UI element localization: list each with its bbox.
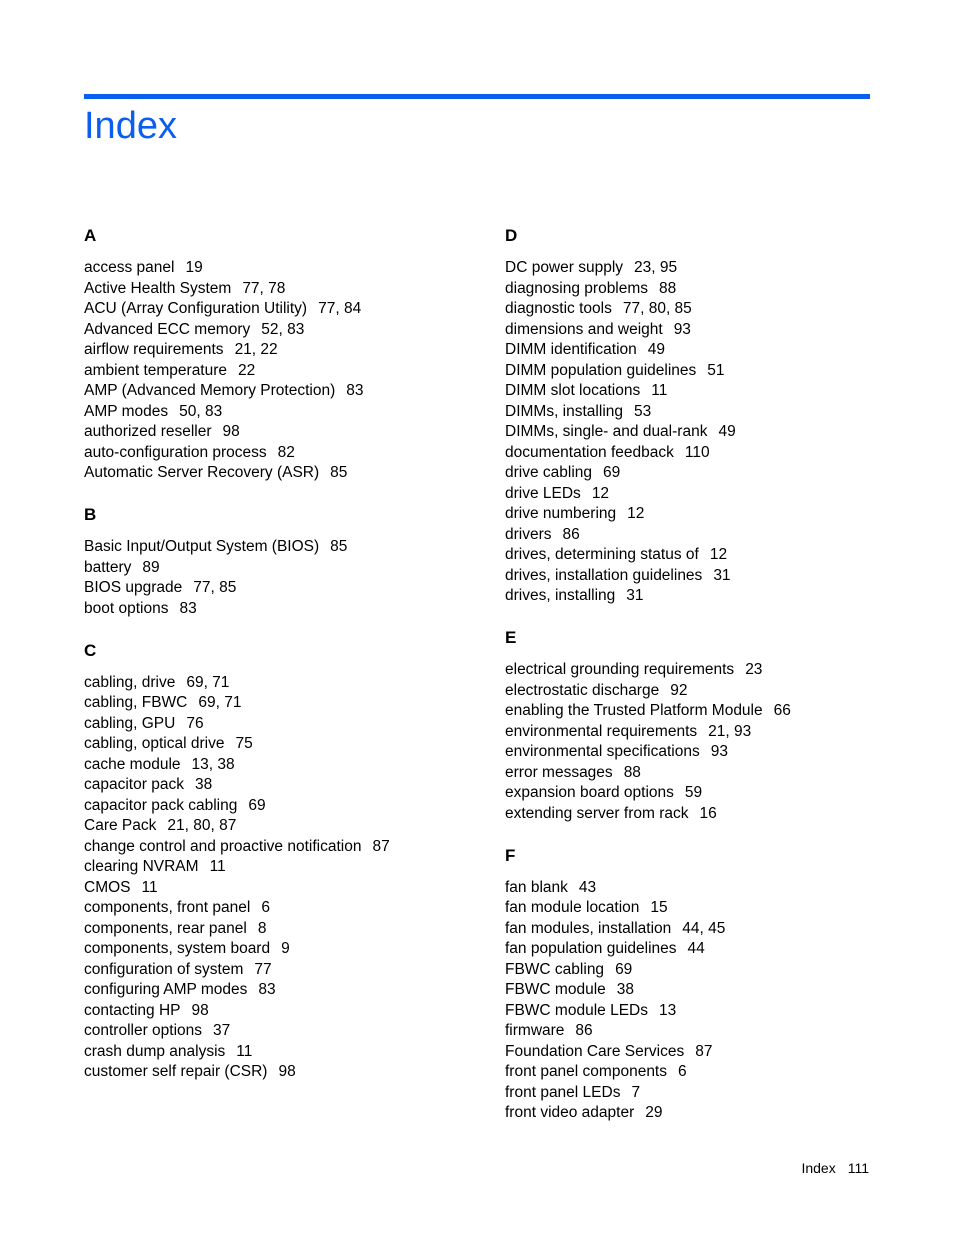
index-pages[interactable]: 11 [141,878,158,896]
index-section [84,639,484,1083]
index-pages[interactable]: 21, 22 [234,341,278,358]
index-term: Advanced ECC memory [84,320,251,338]
index-entry [84,361,484,382]
index-term: cabling, GPU [84,714,176,732]
index-entry [84,693,484,714]
index-entry [505,402,905,423]
index-pages[interactable]: 83 [258,981,276,998]
index-entry [84,578,484,599]
index-term: components, system board [84,940,271,957]
index-term: front panel components [505,1063,667,1080]
index-pages[interactable]: 9 [281,940,290,957]
index-pages[interactable]: 82 [277,443,295,461]
index-term: cabling, FBWC [84,694,188,711]
index-pages[interactable]: 7 [631,1083,641,1101]
index-term: battery [84,558,132,576]
index-term: documentation feedback [505,443,674,461]
index-entry [84,919,484,940]
index-entry [505,258,905,279]
index-entry [84,898,484,919]
page-title: Index [84,105,177,147]
index-term: enabling the Trusted Platform Module [505,702,763,719]
index-section [505,844,905,1124]
index-term: controller options [84,1022,203,1039]
index-entry [505,878,905,899]
index-entry [505,1083,905,1104]
section-letter: E [505,628,517,647]
index-term: cabling, optical drive [84,735,225,752]
index-term: change control and proactive notification [84,837,362,855]
index-entry [84,980,484,1001]
index-term: front panel LEDs [505,1083,621,1101]
index-pages[interactable]: 110 [684,443,710,461]
index-term: configuration of system [84,960,244,978]
index-entry [505,1103,905,1124]
section-letter: B [84,505,97,524]
index-entry [84,402,484,423]
index-column-left [84,224,484,1083]
index-column-right [505,224,905,1124]
index-term: drives, installation guidelines [505,566,703,584]
index-term: expansion board options [505,784,674,801]
index-entry [84,463,484,484]
index-term: components, rear panel [84,919,247,937]
page-footer [801,1158,869,1178]
index-term: components, front panel [84,899,251,916]
index-term: FBWC module LEDs [505,1001,648,1019]
index-section [84,503,484,619]
index-pages[interactable]: 93 [710,743,728,760]
index-pages[interactable]: 50, 83 [179,402,223,420]
index-pages[interactable]: 66 [773,702,791,719]
index-entry [505,660,905,681]
index-pages[interactable]: 59 [684,784,703,801]
index-entry [84,714,484,735]
index-pages[interactable]: 21, 80, 87 [167,817,237,834]
index-entry [84,443,484,464]
index-entry [505,898,905,919]
index-pages[interactable]: 23 [745,661,763,678]
index-pages[interactable]: 98 [191,1001,209,1019]
index-entry [84,755,484,776]
index-pages[interactable]: 8 [257,919,267,937]
index-pages[interactable]: 11 [209,858,226,875]
index-term: extending server from rack [505,804,689,822]
index-term: DIMM population guidelines [505,361,697,379]
index-pages[interactable]: 31 [713,566,731,584]
index-term: capacitor pack [84,776,184,793]
index-entry [505,742,905,763]
index-section [505,224,905,607]
index-pages[interactable]: 13 [658,1001,677,1019]
index-pages[interactable]: 12 [709,546,728,563]
index-term: drive LEDs [505,484,581,502]
section-letter: F [505,845,516,865]
index-pages[interactable]: 6 [678,1063,687,1080]
index-entry [505,566,905,587]
index-term: configuring AMP modes [84,981,248,998]
index-term: clearing NVRAM [84,858,199,875]
index-pages[interactable]: 69 [615,960,633,978]
index-term: fan modules, installation [505,919,672,937]
index-entry [84,422,484,443]
index-term: drivers [505,525,552,543]
index-entry [84,796,484,817]
index-term: DIMM slot locations [505,382,641,399]
index-term: environmental requirements [505,722,698,740]
index-term: DIMMs, single- and dual-rank [505,423,708,440]
index-entry [505,340,905,361]
index-entry [84,1042,484,1063]
index-term: ambient temperature [84,361,228,379]
index-term: authorized reseller [84,423,212,440]
section-gap [84,619,484,639]
index-entry [505,299,905,320]
index-pages[interactable]: 12 [591,484,610,502]
index-entry [505,484,905,505]
index-entry [84,673,484,694]
index-entry [505,279,905,300]
index-pages[interactable]: 52, 83 [261,320,305,338]
index-pages[interactable]: 88 [659,279,677,297]
section-letter: D [505,226,518,245]
index-term: airflow requirements [84,341,224,358]
index-pages[interactable]: 89 [142,558,160,576]
index-term: drives, determining status of [505,546,699,563]
index-term: access panel [84,259,175,276]
index-entry [505,1001,905,1022]
index-entry [84,537,484,558]
index-pages[interactable]: 86 [575,1022,593,1039]
index-entry [505,1062,905,1083]
index-entry [84,878,484,899]
index-entry [84,775,484,796]
index-term: AMP (Advanced Memory Protection) [84,382,336,399]
index-entry [84,857,484,878]
index-entry [84,279,484,300]
index-pages[interactable]: 11 [236,1042,253,1060]
section-gap [505,607,905,627]
index-pages[interactable]: 38 [616,981,635,998]
index-pages[interactable]: 69, 71 [186,673,230,691]
index-entry [505,939,905,960]
index-entry [84,1001,484,1022]
index-pages[interactable]: 51 [707,361,725,379]
index-term: environmental specifications [505,743,700,760]
index-pages[interactable]: 43 [578,878,597,896]
section-gap [505,824,905,844]
index-entry [505,980,905,1001]
index-term: firmware [505,1022,565,1039]
index-term: Basic Input/Output System (BIOS) [84,538,320,555]
index-pages[interactable]: 37 [213,1022,231,1039]
index-entry [505,1042,905,1063]
index-pages[interactable]: 69, 71 [198,694,242,711]
index-entry [84,1021,484,1042]
index-pages[interactable]: 6 [261,899,270,916]
index-entry [505,320,905,341]
index-term: fan population guidelines [505,940,677,957]
index-section [505,626,905,824]
index-pages[interactable]: 83 [346,382,364,399]
index-term: customer self repair (CSR) [84,1063,268,1080]
index-term: Care Pack [84,817,157,834]
index-pages[interactable]: 76 [186,714,204,732]
index-entry [84,939,484,960]
index-entry [505,361,905,382]
index-pages[interactable]: 23, 95 [634,259,678,276]
index-entry [505,919,905,940]
index-term: diagnostic tools [505,300,612,317]
index-term: front video adapter [505,1104,635,1121]
index-term: error messages [505,763,613,781]
index-pages[interactable]: 77, 85 [193,579,237,596]
index-pages[interactable]: 85 [330,538,348,555]
index-pages[interactable]: 77, 78 [242,279,286,297]
index-pages[interactable]: 13, 38 [191,755,235,773]
index-pages[interactable]: 44, 45 [682,919,726,937]
index-pages[interactable]: 19 [185,259,203,276]
index-term: Foundation Care Services [505,1042,685,1060]
index-pages[interactable]: 75 [235,735,253,752]
index-pages[interactable]: 87 [695,1042,713,1060]
index-entry [84,558,484,579]
index-entry [505,701,905,722]
index-entry [84,320,484,341]
title-rule [84,94,870,99]
index-pages[interactable]: 31 [626,587,644,604]
index-entry [505,722,905,743]
index-term: electrostatic discharge [505,681,660,699]
index-term: crash dump analysis [84,1042,226,1060]
index-term: drive cabling [505,464,593,481]
index-pages[interactable]: 83 [179,599,197,617]
index-entry [84,599,484,620]
index-term: drives, installing [505,587,616,604]
index-pages[interactable]: 69 [603,464,621,481]
page-number: 111 [847,1160,869,1176]
index-term: AMP modes [84,402,169,420]
index-pages[interactable]: 92 [670,681,688,699]
index-pages[interactable]: 11 [651,382,668,399]
index-entry [505,545,905,566]
index-term: drive numbering [505,505,617,522]
index-entry [505,681,905,702]
index-term: CMOS [84,878,131,896]
index-entry [84,1062,484,1083]
index-term: Active Health System [84,279,232,297]
index-entry [84,258,484,279]
index-term: DIMMs, installing [505,402,623,420]
index-pages[interactable]: 44 [687,940,705,957]
index-entry [505,422,905,443]
index-entry [505,381,905,402]
index-entry [505,960,905,981]
index-term: DIMM identification [505,341,637,358]
index-term: FBWC module [505,981,606,998]
section-letter: C [84,640,97,660]
index-entry [84,340,484,361]
index-entry [84,816,484,837]
index-term: boot options [84,599,169,617]
index-entry [84,734,484,755]
index-term: cache module [84,755,181,773]
index-pages[interactable]: 22 [238,361,256,379]
index-pages[interactable]: 15 [650,899,668,916]
index-pages[interactable]: 69 [248,796,266,814]
index-term: contacting HP [84,1001,181,1019]
index-pages[interactable]: 12 [627,505,645,522]
index-entry [84,299,484,320]
index-entry [505,586,905,607]
index-term: auto-configuration process [84,443,267,461]
index-term: ACU (Array Configuration Utility) [84,300,308,317]
index-pages[interactable]: 98 [278,1063,296,1080]
index-term: fan module location [505,899,640,916]
index-entry [84,960,484,981]
index-entry [505,763,905,784]
index-entry [505,525,905,546]
index-section [84,224,484,484]
index-term: fan blank [505,878,568,896]
index-entry [505,783,905,804]
index-term: capacitor pack cabling [84,796,238,814]
index-entry [505,1021,905,1042]
index-entry [505,443,905,464]
index-pages[interactable]: 86 [562,525,580,543]
index-entry [84,381,484,402]
index-pages[interactable]: 29 [645,1104,663,1121]
index-pages[interactable]: 16 [699,804,717,822]
index-pages[interactable]: 77 [254,960,272,978]
index-pages[interactable]: 88 [623,763,641,781]
index-pages[interactable]: 85 [330,464,348,481]
index-pages[interactable]: 77, 80, 85 [622,300,692,317]
index-term: DC power supply [505,259,624,276]
index-term: cabling, drive [84,673,176,691]
index-pages[interactable]: 53 [634,402,652,420]
index-term: Automatic Server Recovery (ASR) [84,464,320,481]
index-entry [505,504,905,525]
footer-label: Index [801,1160,836,1176]
index-pages[interactable]: 98 [222,423,240,440]
section-gap [84,484,484,504]
index-entry [505,463,905,484]
index-pages[interactable]: 77, 84 [318,300,362,317]
index-term: FBWC cabling [505,960,605,978]
index-term: dimensions and weight [505,320,663,338]
index-term: diagnosing problems [505,279,649,297]
index-pages[interactable]: 49 [647,341,666,358]
index-entry [505,804,905,825]
section-letter: A [84,226,97,245]
index-pages[interactable]: 93 [673,320,691,338]
index-pages[interactable]: 21, 93 [708,722,752,740]
index-pages[interactable]: 87 [372,837,390,855]
index-term: electrical grounding requirements [505,661,735,678]
index-pages[interactable]: 49 [718,423,736,440]
index-pages[interactable]: 38 [194,776,213,793]
index-entry [84,837,484,858]
index-term: BIOS upgrade [84,579,183,596]
